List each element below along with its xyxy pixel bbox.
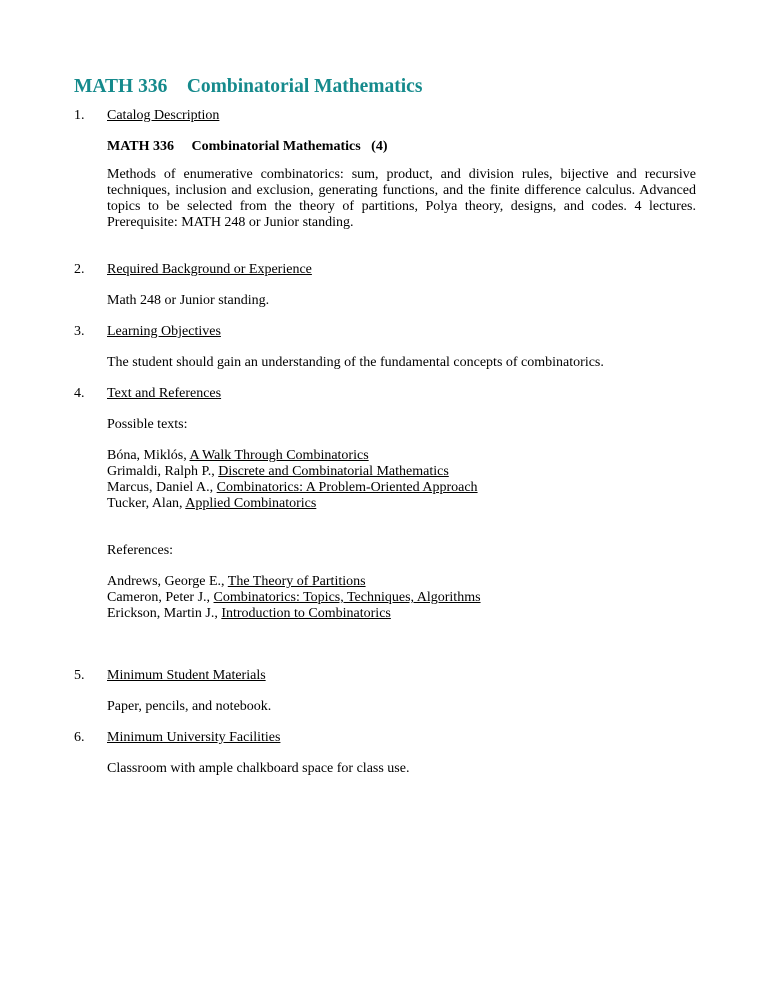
- section-number-6: 6.: [74, 730, 85, 745]
- section-heading-background: Required Background or Experience: [107, 262, 312, 277]
- section-number-2: 2.: [74, 262, 85, 277]
- text-author: Grimaldi, Ralph P.,: [107, 464, 219, 479]
- background-text: Math 248 or Junior standing.: [107, 293, 270, 308]
- section-number-5: 5.: [74, 668, 85, 683]
- objectives-text: The student should gain an understanding of the fundamental concepts of combinatorics.: [107, 355, 604, 370]
- references-intro: References:: [107, 543, 174, 558]
- section-number-3: 3.: [74, 324, 85, 339]
- section-number-1: 1.: [74, 108, 85, 123]
- text-title: Combinatorics: A Problem-Oriented Approach: [216, 480, 478, 495]
- reference-author: Erickson, Martin J.,: [107, 606, 222, 621]
- section-heading-objectives: Learning Objectives: [107, 324, 221, 339]
- text-title: Applied Combinatorics: [185, 496, 317, 511]
- text-item: [107, 448, 369, 464]
- reference-item: [107, 606, 391, 622]
- reference-author: Cameron, Peter J.,: [107, 590, 214, 605]
- reference-title: Introduction to Combinatorics: [221, 606, 391, 621]
- texts-intro: Possible texts:: [107, 417, 188, 432]
- text-item: [107, 480, 478, 496]
- catalog-description-text: Methods of enumerative combinatorics: sum, product, and division rules, bijective and recursive techniques, inclusion and exclusion, generating functions, and the finite difference calculus. Advanced topics to be selected from the theory of partitions, Polya theory, designs, and codes. 4 lectures. Prerequisite: MATH 248 or Junior standing.: [107, 167, 696, 230]
- text-title: A Walk Through Combinatorics: [189, 448, 369, 463]
- section-heading-facilities: Minimum University Facilities: [107, 730, 281, 745]
- section-number-4: 4.: [74, 386, 85, 401]
- reference-item: [107, 590, 481, 606]
- page-title: MATH 336 Combinatorial Mathematics: [74, 76, 423, 97]
- reference-title: Combinatorics: Topics, Techniques, Algorithms: [213, 590, 481, 605]
- text-item: [107, 496, 316, 512]
- reference-author: Andrews, George E.,: [107, 574, 228, 589]
- facilities-text: Classroom with ample chalkboard space for class use.: [107, 761, 410, 776]
- course-line: MATH 336 Combinatorial Mathematics (4): [107, 139, 388, 154]
- text-author: Bóna, Miklós,: [107, 448, 190, 463]
- text-item: [107, 464, 449, 480]
- section-heading-materials: Minimum Student Materials: [107, 668, 266, 683]
- reference-title: The Theory of Partitions: [227, 574, 366, 589]
- materials-text: Paper, pencils, and notebook.: [107, 699, 272, 714]
- reference-item: [107, 574, 366, 590]
- text-title: Discrete and Combinatorial Mathematics: [218, 464, 449, 479]
- section-heading-catalog-description: Catalog Description: [107, 108, 220, 123]
- section-heading-texts: Text and References: [107, 386, 222, 401]
- text-author: Marcus, Daniel A.,: [107, 480, 217, 495]
- text-author: Tucker, Alan,: [107, 496, 186, 511]
